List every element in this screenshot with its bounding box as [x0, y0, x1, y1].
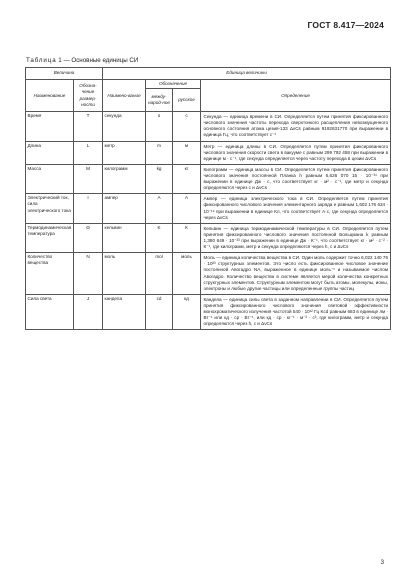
- definition-cell: Килограмм — единица массы в СИ. Определяется путем принятия фиксированного числового значения постоянной Планка h равным 6,626 070 15 · 10⁻³⁴ при выражении в единице Дж · с, что соответствует кг · м² · с⁻¹, где метр и секунда определяются через с и ΔνCs: [201, 164, 391, 193]
- quantity-name-cell: Электрический ток, сила электрического тока: [26, 194, 74, 223]
- dimension-cell: T: [74, 112, 103, 141]
- dimension-cell: Θ: [74, 223, 103, 252]
- russian-designation-cell: моль: [173, 253, 201, 295]
- dimension-column-header: Обозна-чение размер-ности: [74, 80, 103, 112]
- unit-name-cell: ампер: [103, 194, 146, 223]
- table-caption-number: 1: [58, 57, 62, 64]
- table-row: [26, 223, 391, 252]
- definition-cell: Кельвин — единица термодинамической температуры в СИ. Определяется путем принятия фиксированного числового значения постоянной Больцмана k равным 1,380 649 · 10⁻²³ при выражении в единице Дж · К⁻¹, что соответствует кг · м² · с⁻² · К⁻¹, где килограмм, метр и секунда определяются через h, с и ΔνCs: [201, 223, 391, 252]
- dimension-cell: J: [74, 294, 103, 330]
- quantity-name-cell: Сила света: [26, 294, 74, 330]
- quantity-name-cell: Время: [26, 112, 74, 141]
- base-units-table: [25, 67, 391, 330]
- intl-designation-cell: K: [146, 223, 173, 252]
- table-row: [26, 194, 391, 223]
- russian-designation-cell: А: [173, 194, 201, 223]
- quantity-name-cell: Количество вещества: [26, 253, 74, 295]
- table-row: [26, 253, 391, 295]
- name-column-header: Наименование: [26, 80, 74, 112]
- definition-cell: Секунда — единица времени в СИ. Определяется путем принятия фиксированного числового значения частоты перехода сверхтонкого расщепления невозмущенного основного состояния атома цезия-133 ΔνCs равным 9192631770 при выражении в единица Гц, что соответствует с⁻¹: [201, 112, 391, 141]
- quantity-name-cell: Термодинамическая температура: [26, 223, 74, 252]
- table-row: [26, 294, 391, 330]
- definition-cell: Кандела — единица силы света в заданном направлении в СИ. Определяется путем принятия фиксированного числового значения световой эффективности монохроматического излучения частотой 540 · 10¹² Гц Kcd равным 683 в единице лм · Вт⁻¹ или кд · ср · Вт⁻¹, или кд · ср · кг⁻¹ · м⁻² · с³, где килограмм, метр и секунда определяются через h, с и ΔνCs: [201, 294, 391, 330]
- table-header-row: [26, 80, 391, 89]
- intl-designation-header: между-народ-ное: [146, 89, 173, 112]
- definition-cell: Моль — единица количества вещества в СИ. Один моль содержит точно 6,022 140 76 · 10²³ структурных элементов. Это число есть фиксированное числовое значение постоянной Авогадро NA, выраженное в единице моль⁻¹ и называемое числом Авогадро. Количество вещества в системе является мерой количества конкретных структурных элементов. Структурным элементом могут быть атомы, молекулы, ионы, электроны и любые другие частицы или определенные группы частиц: [201, 253, 391, 295]
- intl-designation-cell: kg: [146, 164, 173, 193]
- russian-designation-cell: м: [173, 141, 201, 164]
- quantity-name-cell: Длина: [26, 141, 74, 164]
- dimension-cell: N: [74, 253, 103, 295]
- table-header-row: [26, 68, 391, 80]
- document-code: ГОСТ 8.417—2024: [307, 20, 384, 30]
- intl-designation-cell: cd: [146, 294, 173, 330]
- definition-cell: Ампер — единица электрического тока в СИ. Определяется путем принятия фиксированного числового значения элементарного заряда е равным 1,602 176 634 · 10⁻¹⁹ при выражении в единице Кл, что соответствует А·с, где секунда определяется через ΔνCs: [201, 194, 391, 223]
- table-caption-label: Таблица: [26, 57, 57, 64]
- russian-designation-cell: с: [173, 112, 201, 141]
- russian-designation-cell: К: [173, 223, 201, 252]
- table-row: [26, 141, 391, 164]
- table-caption-text: — Основные единицы СИ: [63, 57, 139, 64]
- unit-name-cell: метр: [103, 141, 146, 164]
- page-number: 3: [380, 560, 384, 566]
- dimension-cell: M: [74, 164, 103, 193]
- definition-cell: Метр — единица длины в СИ. Определяется путем принятия фиксированного числового значения скорости света в вакууме с равным 299 792 458 при выражении в единице м · с⁻¹, где секунда определяется через частоту перехода в цезии ΔνCs: [201, 141, 391, 164]
- unit-name-cell: кельвин: [103, 223, 146, 252]
- russian-designation-cell: кд: [173, 294, 201, 330]
- quantity-name-cell: Масса: [26, 164, 74, 193]
- dimension-cell: L: [74, 141, 103, 164]
- unit-name-cell: килограмм: [103, 164, 146, 193]
- dimension-cell: I: [74, 194, 103, 223]
- intl-designation-cell: A: [146, 194, 173, 223]
- quantity-group-header: Величина: [26, 68, 103, 80]
- unit-name-cell: кандела: [103, 294, 146, 330]
- russian-designation-cell: кг: [173, 164, 201, 193]
- definition-column-header: Определение: [201, 80, 391, 112]
- intl-designation-cell: m: [146, 141, 173, 164]
- table-caption: [26, 57, 138, 64]
- unit-name-column-header: Наимено-вание: [103, 80, 146, 112]
- intl-designation-cell: mol: [146, 253, 173, 295]
- unit-name-cell: секунда: [103, 112, 146, 141]
- table-row: [26, 164, 391, 193]
- intl-designation-cell: s: [146, 112, 173, 141]
- table-row: [26, 112, 391, 141]
- unit-group-header: Единица величины: [103, 68, 391, 80]
- russian-designation-header: русское: [173, 89, 201, 112]
- unit-name-cell: моль: [103, 253, 146, 295]
- designation-group-header: Обозначение: [146, 80, 201, 89]
